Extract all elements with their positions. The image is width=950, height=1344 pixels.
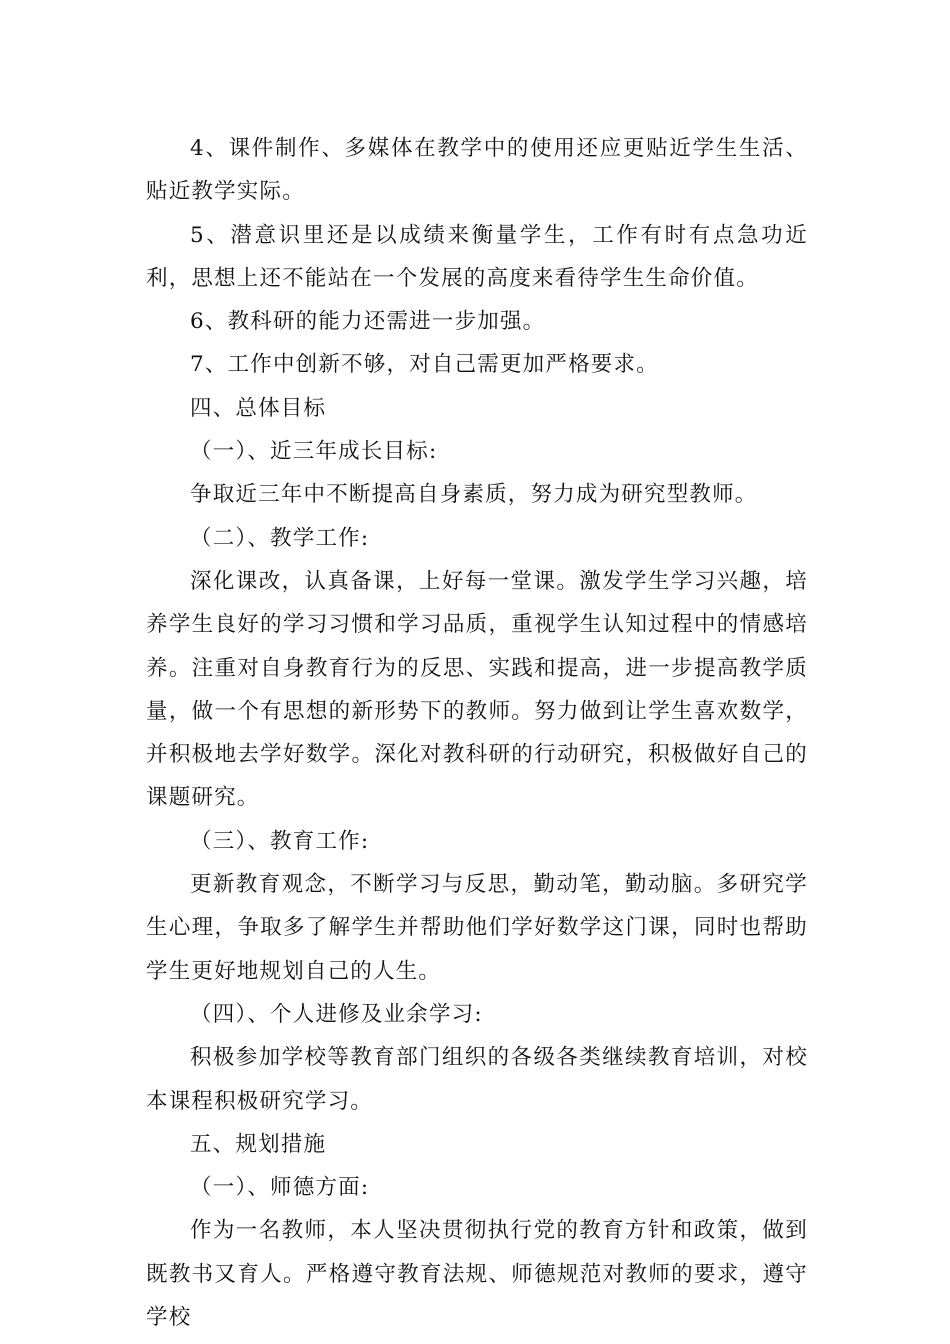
paragraph-ethics: 作为一名教师，本人坚决贯彻执行党的教育方针和政策，做到既教书又育人。严格遵守教育法规、师德规范对教师的要求，遵守学校 (146, 1218, 808, 1331)
paragraph-shortcoming-6: 6、教科研的能力还需进一步加强。 (190, 309, 546, 335)
section-heading-measures: 五、规划措施 (190, 1131, 327, 1157)
subheading-three-year-goal: （一）、近三年成长目标: (190, 439, 438, 465)
paragraph-three-year-goal: 争取近三年中不断提高自身素质，努力成为研究型教师。 (190, 482, 758, 508)
subheading-teaching-work: （二）、教学工作: (190, 525, 370, 551)
paragraph-shortcoming-5: 5、潜意识里还是以成绩来衡量学生，工作有时有点急功近利，思想上还不能站在一个发展的高度来看待学生生命价值。 (146, 222, 808, 291)
paragraph-shortcoming-7: 7、工作中创新不够，对自己需更加严格要求。 (190, 352, 659, 378)
subheading-education-work: （三）、教育工作: (190, 828, 370, 854)
subheading-personal-study: （四）、个人进修及业余学习: (190, 1001, 483, 1027)
section-heading-overall-goals: 四、总体目标 (190, 395, 327, 421)
paragraph-shortcoming-4: 4、课件制作、多媒体在教学中的使用还应更贴近学生生活、贴近教学实际。 (146, 136, 808, 205)
document-body (146, 127, 808, 1339)
subheading-ethics: （一）、师德方面: (190, 1175, 370, 1201)
paragraph-teaching-work: 深化课改，认真备课，上好每一堂课。激发学生学习兴趣，培养学生良好的学习习惯和学习品质，重视学生认知过程中的情感培养。注重对自身教育行为的反思、实践和提高，进一步提高教学质量，做一个有思想的新形势下的教师。努力做到让学生喜欢数学，并积极地去学好数学。深化对教科研的行动研究，积极做好自己的课题研究。 (146, 568, 808, 811)
paragraph-education-work: 更新教育观念，不断学习与反思，勤动笔，勤动脑。多研究学生心理，争取多了解学生并帮助他们学好数学这门课，同时也帮助学生更好地规划自己的人生。 (146, 872, 808, 984)
paragraph-personal-study: 积极参加学校等教育部门组织的各级各类继续教育培训，对校本课程积极研究学习。 (146, 1045, 808, 1114)
